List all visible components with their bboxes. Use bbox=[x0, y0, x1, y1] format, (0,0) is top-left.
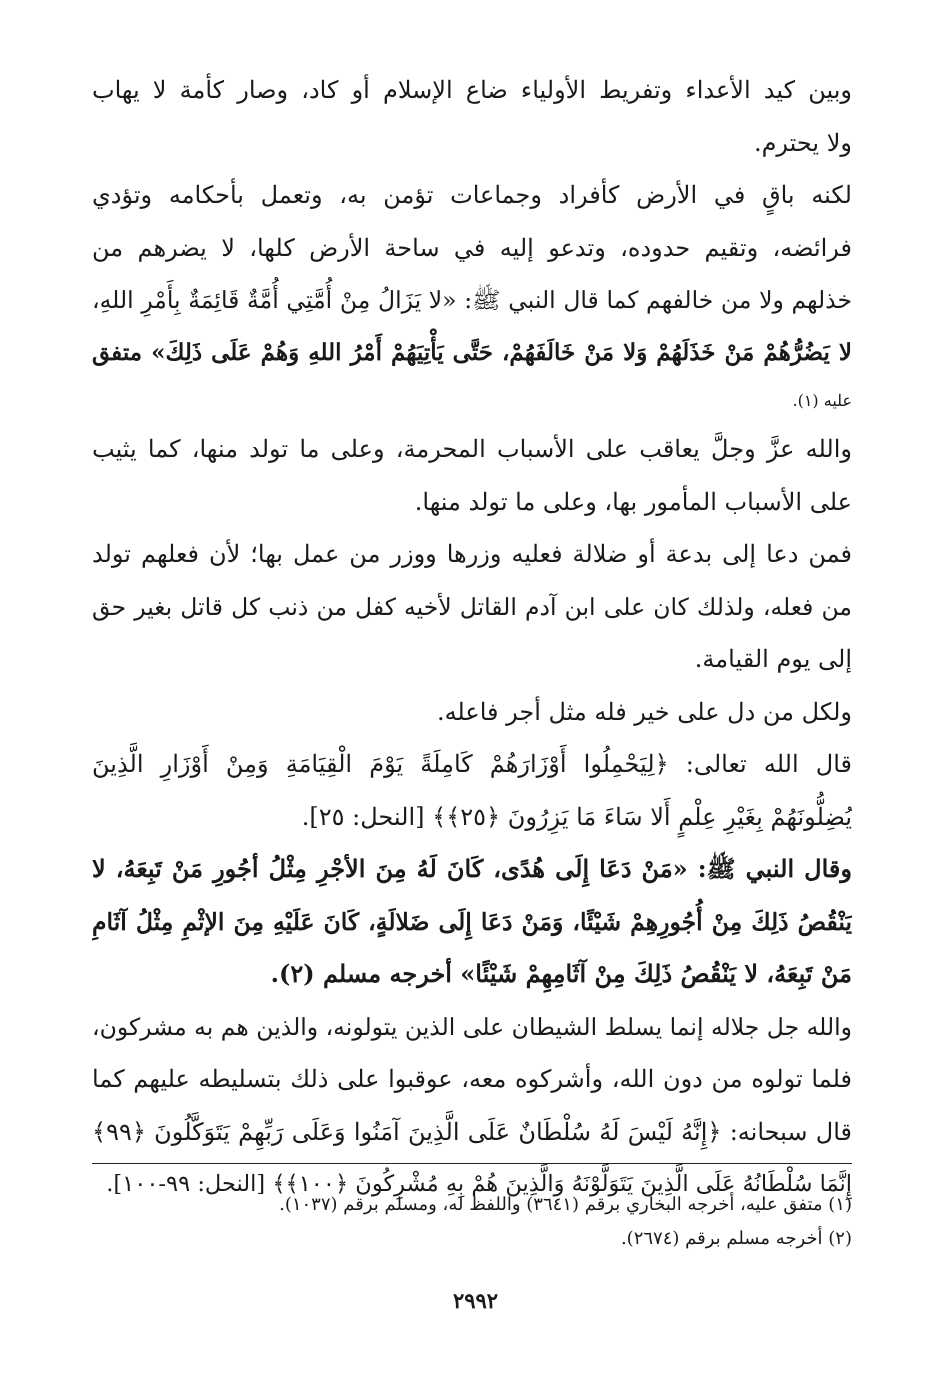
footnote-separator bbox=[92, 1163, 852, 1164]
text-line-12: إلى يوم القيامة. bbox=[694, 645, 852, 673]
footnote-1: (١) متفق عليه، أخرجه البخاري برقم (٣٦٤١) واللفظ له، ومسلم برقم (١٠٣٧). bbox=[279, 1194, 852, 1215]
page-number: ٢٩٩٢ bbox=[452, 1288, 499, 1313]
hadith-line-4: مَنْ تَبِعَهُ، لا يَنْقُصُ ذَلِكَ مِنْ آثَامِهِمْ شَيْئًا» أخرجه مسلم (٢). bbox=[270, 959, 852, 988]
text-line-5: خذلهم ولا من خالفهم كما قال النبي ﷺ: «لا يَزَالُ مِنْ أُمَّتِي أُمَّةٌ قَائِمَةٌ بِأَمْرِ اللهِ، bbox=[92, 286, 852, 314]
hadith-line-3: يَنْقُصُ ذَلِكَ مِنْ أُجُورِهِمْ شَيْئًا، وَمَنْ دَعَا إِلَى ضَلالَةٍ، كَانَ عَلَيْهِ مِنَ الإثْمِ مِثْلُ آثَامِ bbox=[92, 907, 852, 936]
footnote-2: (٢) أخرجه مسلم برقم (٢٦٧٤). bbox=[620, 1228, 852, 1249]
hadith-line-1: لا يَضُرُّهُمْ مَنْ خَذَلَهُمْ وَلا مَنْ خَالَفَهُمْ، حَتَّى يَأْتِيَهُمْ أَمْرُ اللهِ وَهُمْ عَلَى ذَلِكَ» متفق bbox=[92, 338, 852, 366]
text-line-11: من فعله، ولذلك كان على ابن آدم القاتل لأخيه كفل من ذنب كل قاتل بغير حق bbox=[92, 592, 852, 621]
quran-verse-line-3: قال سبحانه: ﴿إِنَّهُ لَيْسَ لَهُ سُلْطَانٌ عَلَى الَّذِينَ آمَنُوا وَعَلَى رَبِّهِمْ يَتَوَكَّلُونَ ﴿٩٩﴾ bbox=[92, 1117, 852, 1146]
text-line-13: ولكل من دل على خير فله مثل أجر فاعله. bbox=[436, 697, 852, 726]
text-line-9: على الأسباب المأمور بها، وعلى ما تولد منها. bbox=[414, 487, 852, 516]
quran-verse-line-2: يُضِلُّونَهُمْ بِغَيْرِ عِلْمٍ أَلا سَاءَ مَا يَزِرُونَ ﴿٢٥﴾﴾ [النحل: ٢٥]. bbox=[301, 802, 852, 831]
quran-verse-line-1: قال الله تعالى: ﴿لِيَحْمِلُوا أَوْزَارَهُمْ كَامِلَةً يَوْمَ الْقِيَامَةِ وَمِنْ أَوْزَارِ الَّذِينَ bbox=[92, 750, 852, 778]
text-line-7: عليه (١). bbox=[792, 391, 852, 410]
text-line-3: لكنه باقٍ في الأرض كأفراد وجماعات تؤمن به، وتعمل بأحكامه وتؤدي bbox=[92, 181, 852, 209]
text-line-20: فلما تولوه من دون الله، وأشركوه معه، عوقبوا على ذلك بتسليطه عليهم كما bbox=[92, 1065, 852, 1093]
text-line-8: والله عزَّ وجلَّ يعاقب على الأسباب المحرمة، وعلى ما تولد منها، كما يثيب bbox=[92, 435, 852, 463]
quran-verse-line-4: إِنَّمَا سُلْطَانُهُ عَلَى الَّذِينَ يَتَوَلَّوْنَهُ وَالَّذِينَ هُمْ بِهِ مُشْرِكُونَ ﴿١٠٠﴾﴾ [النحل: ٩٩-١٠٠]. bbox=[106, 1171, 852, 1197]
text-line-19: والله جل جلاله إنما يسلط الشيطان على الذين يتولونه، والذين هم به مشركون، bbox=[92, 1012, 852, 1041]
text-line-1: وبين كيد الأعداء وتفريط الأولياء ضاع الإسلام أو كاد، وصار كأمة لا يهاب bbox=[92, 76, 852, 104]
footnotes bbox=[92, 1188, 852, 1256]
main-text-block bbox=[92, 64, 852, 1211]
text-line-10: فمن دعا إلى بدعة أو ضلالة فعليه وزرها ووزر من عمل بها؛ لأن فعلهم تولد bbox=[92, 540, 852, 568]
text-line-2: ولا يحترم. bbox=[753, 128, 852, 157]
hadith-line-2: وقال النبي ﷺ: «مَنْ دَعَا إِلَى هُدًى، كَانَ لَهُ مِنَ الأجْرِ مِثْلُ أجُورِ مَنْ تَبِعَهُ، لا bbox=[92, 854, 852, 883]
text-line-4: فرائضه، وتقيم حدوده، وتدعو إليه في ساحة الأرض كلها، لا يضرهم من bbox=[92, 233, 852, 262]
